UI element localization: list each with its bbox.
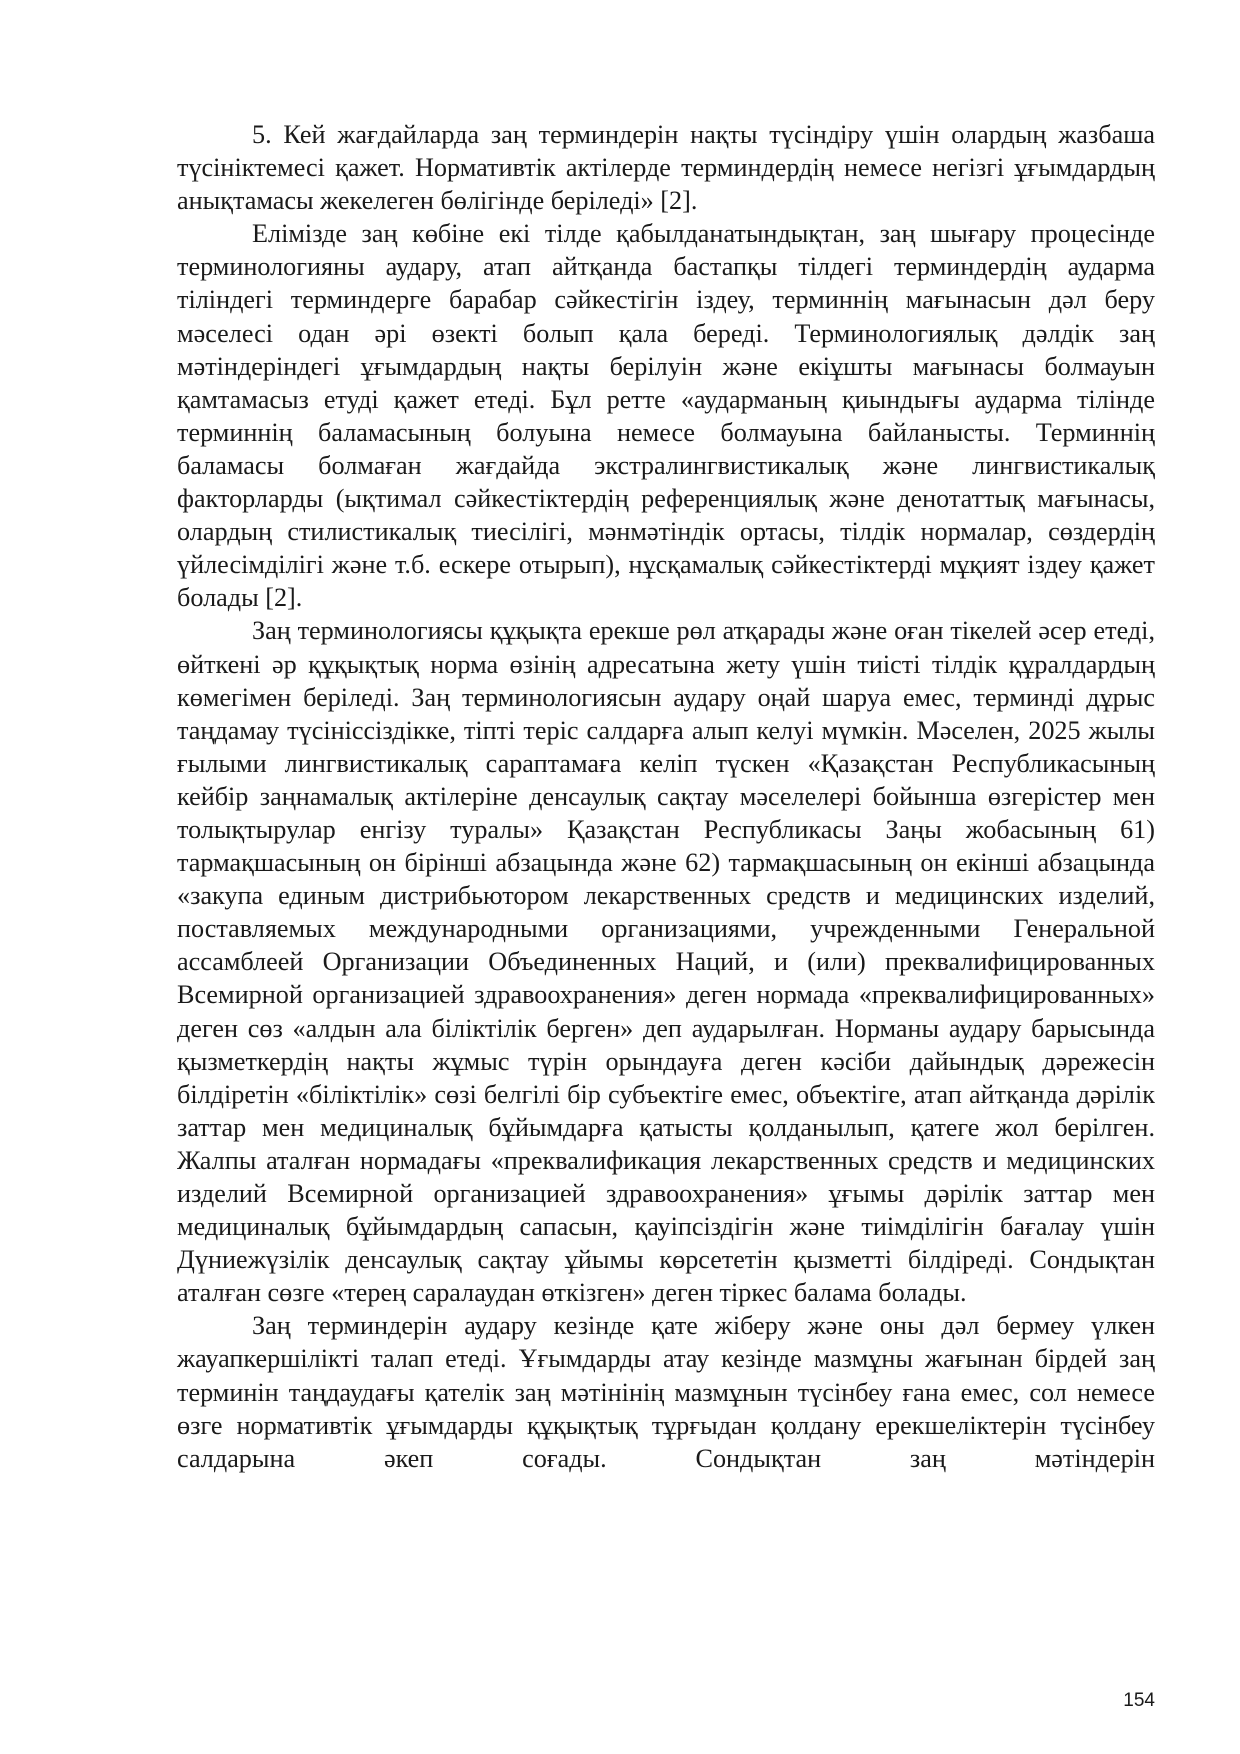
document-body xyxy=(177,118,1155,1475)
paragraph-1: 5. Кей жағдайларда заң терминдерін нақты түсіндіру үшін олардың жазбаша түсініктемесі қажет. Нормативтік актілерде терминдердің немесе негізгі ұғымдардың анықтамасы жекелеген бөлігінде беріледі» [2]. xyxy=(177,120,1155,216)
paragraph-4: Заң терминдерін аудару кезінде қате жіберу және оны дәл бермеу үлкен жауапкершілікті талап етеді. Ұғымдарды атау кезінде мазмұны жағынан бірдей заң терминін таңдаудағы қателік заң мәтінінің мазмұнын түсінбеу ғана емес, сол немесе өзге нормативтік ұғымдарды құқықтық тұрғыдан қолдану ерекшеліктерін түсінбеу салдарына әкеп соғады. Сондықтан заң мәтіндерін xyxy=(177,1311,1155,1473)
page-number: 154 xyxy=(1123,1690,1155,1711)
paragraph-2: Елімізде заң көбіне екі тілде қабылданатындықтан, заң шығару процесінде терминологияны аудару, атап айтқанда бастапқы тілдегі терминдердің аударма тіліндегі терминдерге барабар сәйкестігін іздеу, терминнің мағынасын дәл беру мәселесі одан әрі өзекті болып қала береді. Терминологиялық дәлдік заң мәтіндеріндегі ұғымдардың нақты берілуін және екіұшты мағынасы болмауын қамтамасыз етуді қажет етеді. Бұл ретте «аударманың қиындығы аударма тілінде терминнің баламасының болуына немесе болмауына байланысты. Терминнің баламасы болмаған жағдайда экстралингвистикалық және лингвистикалық факторларды (ықтимал сәйкестіктердің референциялық және денотаттық мағынасы, олардың стилистикалық тиесілігі, мәнмәтіндік ортасы, тілдік нормалар, сөздердің үйлесімділігі және т.б. ескере отырып), нұсқамалық сәйкестіктерді мұқият іздеу қажет болады [2]. xyxy=(177,219,1155,613)
paragraph-3: Заң терминологиясы құқықта ерекше рөл атқарады және оған тікелей әсер етеді, өйткені әр құқықтық норма өзінің адресатына жету үшін тиісті тілдік құралдардың көмегімен беріледі. Заң терминологиясын аудару оңай шаруа емес, терминді дұрыс таңдамау түсініссіздікке, тіпті теріс салдарға алып келуі мүмкін. Мәселен, 2025 жылы ғылыми лингвистикалық сараптамаға келіп түскен «Қазақстан Республикасының кейбір заңнамалық актілеріне денсаулық сақтау мәселелері бойынша өзгерістер мен толықтырулар енгізу туралы» Қазақстан Республикасы Заңы жобасының 61) тармақшасының он бірінші абзацында және 62) тармақшасының он екінші абзацында «закупа единым дистрибьютором лекарственных средств и медицинских изделий, поставляемых международными организациями, учрежденными Генеральной ассамблеей Организации Объединенных Наций, и (или) преквалифицированных Всемирной организацией здравоохранения» деген нормада «преквалифицированных» деген сөз «алдын ала біліктілік берген» деп аударылған. Норманы аудару барысында қызметкердің нақты жұмыс түрін орындауға деген кәсіби дайындық дәрежесін білдіретін «біліктілік» сөзі белгілі бір субъектіге емес, объектіге, атап айтқанда дәрілік заттар мен медициналық бұйымдарға қатысты қолданылып, қатеге жол берілген. Жалпы аталған нормадағы «преквалификация лекарственных средств и медицинских изделий Всемирной организацией здравоохранения» ұғымы дәрілік заттар мен медициналық бұйымдардың сапасын, қауіпсіздігін және тиімділігін бағалау үшін Дүниежүзілік денсаулық сақтау ұйымы көрсететін қызметті білдіреді. Сондықтан аталған сөзге «терең саралаудан өткізген» деген тіркес балама болады. xyxy=(177,616,1155,1308)
